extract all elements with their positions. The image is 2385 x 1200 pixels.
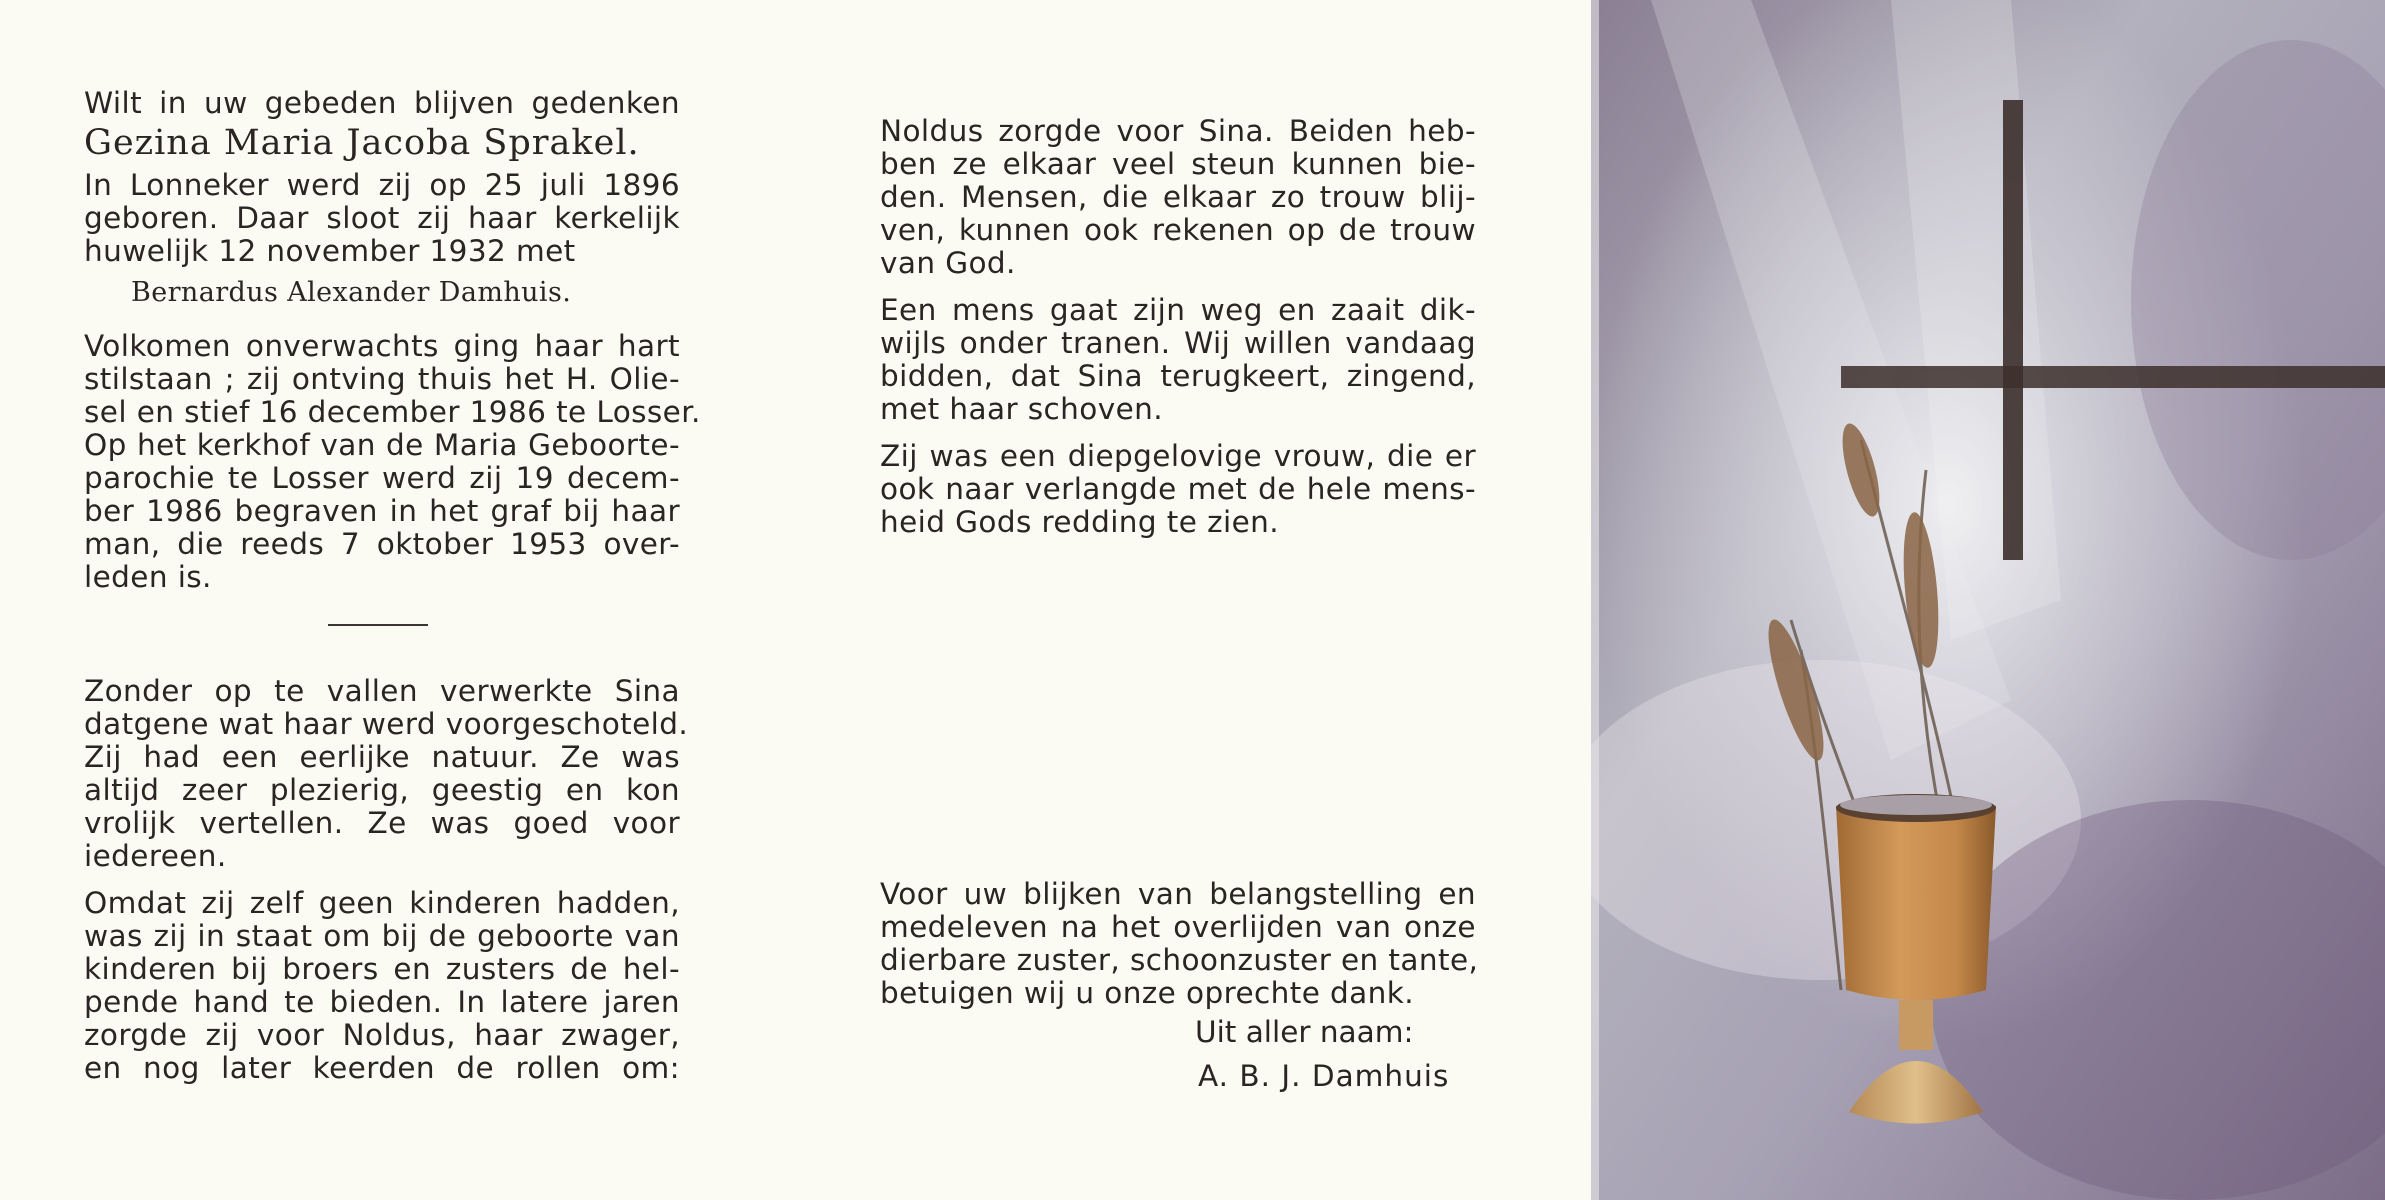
text-line: met haar schoven. (880, 392, 1164, 426)
text-line: bidden, dat Sina terugkeert, zingend, (880, 359, 1476, 393)
text-line: geboren. Daar sloot zij haar kerkelijk (84, 201, 680, 235)
deceased-name: Gezina Maria Jacoba Sprakel. (84, 123, 640, 163)
text-line: stilstaan ; zij ontving thuis het H. Olie- (84, 362, 680, 396)
text-line: Noldus zorgde voor Sina. Beiden heb- (880, 114, 1476, 148)
text-line: ben ze elkaar veel steun kunnen bie- (880, 147, 1476, 181)
thanks-paragraph (880, 877, 1479, 1010)
text-line: was zij in staat om bij de geboorte van (84, 919, 680, 953)
intro-text: Wilt in uw gebeden blijven gedenken (84, 86, 680, 120)
text-line: heid Gods redding te zien. (880, 505, 1279, 539)
care-paragraph (84, 887, 680, 1085)
birth-paragraph (84, 169, 680, 268)
text-line: ven, kunnen ook rekenen op de trouw (880, 213, 1476, 247)
text-line: iedereen. (84, 839, 227, 873)
text-line: Een mens gaat zijn weg en zaait dik- (880, 293, 1476, 327)
text-line: Op het kerkhof van de Maria Geboorte- (84, 428, 680, 462)
chalice-wheat-cross-painting (1591, 0, 2385, 1200)
husband-name: Bernardus Alexander Damhuis. (131, 277, 572, 308)
text-line: In Lonneker werd zij op 25 juli 1896 (84, 168, 680, 202)
text-line: en nog later keerden de rollen om: (84, 1051, 680, 1085)
text-line: den. Mensen, die elkaar zo trouw blij- (880, 180, 1476, 214)
text-line: betuigen wij u onze oprechte dank. (880, 976, 1414, 1010)
noldus-paragraph (880, 115, 1476, 280)
text-line: medeleven na het overlijden van onze (880, 910, 1476, 944)
prayer-paragraph (880, 294, 1476, 426)
text-line: sel en stief 16 december 1986 te Losser. (84, 395, 701, 429)
text-line: pende hand te bieden. In latere jaren (84, 985, 680, 1019)
text-line: Voor uw blijken van belangstelling en (880, 877, 1476, 911)
left-column (84, 86, 701, 1085)
text-line: Zonder op te vallen verwerkte Sina (84, 674, 680, 708)
text-line: parochie te Losser werd zij 19 decem- (84, 461, 680, 495)
text-line: datgene wat haar werd voorgeschoteld. (84, 707, 689, 741)
text-line: ook naar verlangde met de hele mens- (880, 472, 1476, 506)
text-line: leden is. (84, 560, 212, 594)
text-line: Omdat zij zelf geen kinderen hadden, (84, 886, 680, 920)
signature-intro: Uit aller naam: (1195, 1015, 1414, 1049)
text-line: huwelijk 12 november 1932 met (84, 234, 576, 268)
text-line: man, die reeds 7 oktober 1953 over- (84, 527, 680, 561)
character-paragraph (84, 674, 689, 873)
text-line: vrolijk vertellen. Ze was goed voor (84, 806, 680, 840)
text-line: van God. (880, 246, 1016, 280)
text-line: dierbare zuster, schoonzuster en tante, (880, 943, 1479, 977)
text-line: altijd zeer plezierig, geestig en kon (84, 773, 680, 807)
text-line: Zij had een eerlijke natuur. Ze was (84, 740, 680, 774)
text-line: kinderen bij broers en zusters de hel- (84, 952, 680, 986)
text-line: zorgde zij voor Noldus, haar zwager, (84, 1018, 680, 1052)
faith-paragraph (880, 440, 1476, 539)
text-line: Volkomen onverwachts ging haar hart (84, 329, 680, 363)
text-line: wijls onder tranen. Wij willen vandaag (880, 326, 1476, 360)
right-column (880, 115, 1476, 539)
text-line: ber 1986 begraven in het graf bij haar (84, 494, 680, 528)
section-divider (328, 624, 428, 626)
death-paragraph (84, 329, 701, 594)
signature-name: A. B. J. Damhuis (1198, 1059, 1450, 1093)
text-line: Zij was een diepgelovige vrouw, die er (880, 439, 1476, 473)
